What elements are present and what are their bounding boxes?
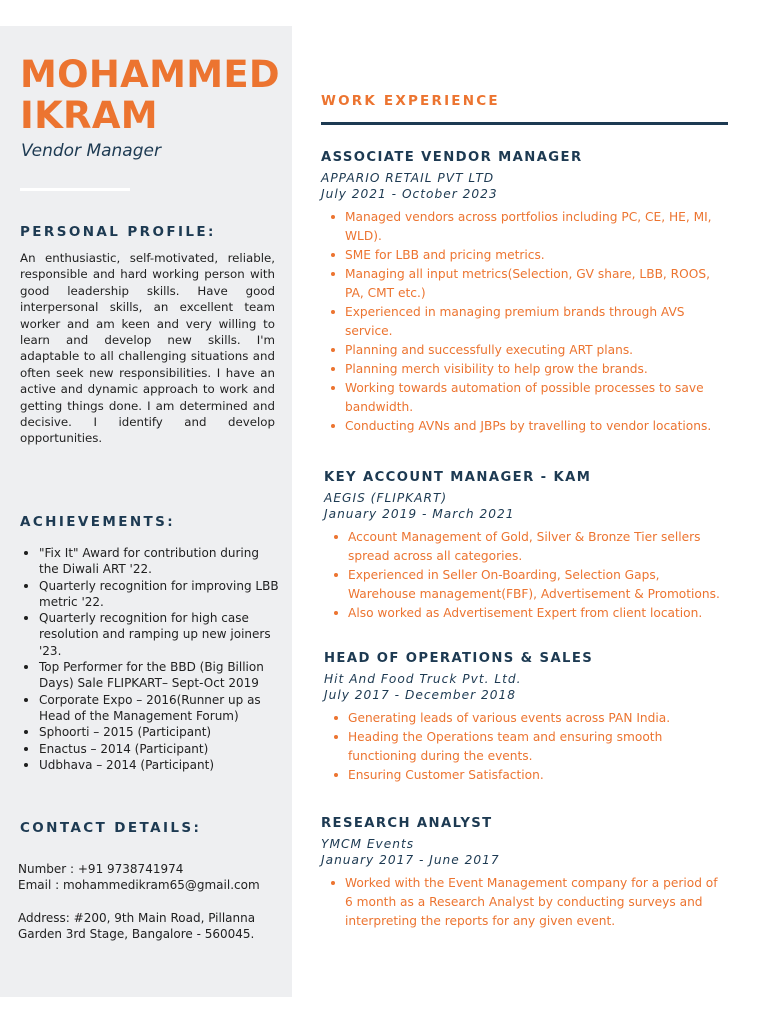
job-entry <box>324 651 744 785</box>
job-title: ASSOCIATE VENDOR MANAGER <box>321 150 583 165</box>
contact-heading: CONTACT DETAILS: <box>20 820 202 836</box>
postal-address: Address: #200, 9th Main Road, Pillanna Garden 3rd Stage, Bangalore - 560045. <box>18 910 256 942</box>
job-bullet: Experienced in managing premium brands through AVS service. <box>321 303 721 341</box>
first-name: MOHAMMED <box>20 53 280 96</box>
job-bullet: Worked with the Event Management company for a period of 6 month as a Research Analyst by conducting surveys and interpreting the reports for any given event. <box>321 874 721 931</box>
job-dates: July 2021 - October 2023 <box>321 187 498 201</box>
job-dates: July 2017 - December 2018 <box>324 688 517 702</box>
job-bullet: Also worked as Advertisement Expert from client location. <box>324 604 724 623</box>
job-bullets <box>321 874 741 931</box>
job-role: Vendor Manager <box>21 141 161 161</box>
job-bullet: Experienced in Seller On-Boarding, Selection Gaps, Warehouse management(FBF), Advertisement & Promotions. <box>324 566 724 604</box>
job-dates: January 2017 - June 2017 <box>321 853 500 867</box>
sidebar <box>0 26 292 997</box>
job-company: APPARIO RETAIL PVT LTD <box>321 171 495 185</box>
achievement-item: Quarterly recognition for improving LBB metric '22. <box>20 578 280 611</box>
job-bullet: Heading the Operations team and ensuring smooth functioning during the events. <box>324 728 724 766</box>
job-company: Hit And Food Truck Pvt. Ltd. <box>324 672 522 686</box>
email-address[interactable]: Email : mohammedikram65@gmail.com <box>18 878 260 893</box>
job-dates: January 2019 - March 2021 <box>324 507 515 521</box>
job-bullet: Generating leads of various events across PAN India. <box>324 709 724 728</box>
job-entry <box>321 150 741 436</box>
last-name: IKRAM <box>20 94 158 137</box>
job-bullets <box>324 528 744 623</box>
achievement-item: Sphoorti – 2015 (Participant) <box>20 724 280 740</box>
job-bullet: Ensuring Customer Satisfaction. <box>324 766 724 785</box>
candidate-name <box>20 54 292 136</box>
job-bullets <box>321 208 741 436</box>
contact-spacer <box>18 894 286 910</box>
job-entry <box>321 816 741 931</box>
achievement-item: Top Performer for the BBD (Big Billion Days) Sale FLIPKART– Sept-Oct 2019 <box>20 659 280 692</box>
job-title: HEAD OF OPERATIONS & SALES <box>324 651 594 666</box>
phone-number: Number : +91 9738741974 <box>18 862 184 876</box>
achievement-item: Quarterly recognition for high case resolution and ramping up new joiners '23. <box>20 610 280 659</box>
achievement-item: "Fix It" Award for contribution during the Diwali ART '22. <box>20 545 280 578</box>
job-title: KEY ACCOUNT MANAGER - KAM <box>324 470 592 485</box>
name-divider <box>20 188 130 191</box>
job-bullet: Planning and successfully executing ART plans. <box>321 341 721 360</box>
job-bullet: Account Management of Gold, Silver & Bronze Tier sellers spread across all categories. <box>324 528 724 566</box>
work-experience-heading: WORK EXPERIENCE <box>321 93 500 109</box>
job-company: YMCM Events <box>321 837 415 851</box>
job-bullet: Managed vendors across portfolios including PC, CE, HE, MI, WLD). <box>321 208 721 246</box>
achievement-item: Enactus – 2014 (Participant) <box>20 741 280 757</box>
job-bullet: Conducting AVNs and JBPs by travelling to vendor locations. <box>321 417 721 436</box>
achievements-list <box>20 545 280 773</box>
job-company: AEGIS (FLIPKART) <box>324 491 448 505</box>
job-bullet: SME for LBB and pricing metrics. <box>321 246 721 265</box>
job-entry <box>324 470 744 623</box>
job-bullets <box>324 709 744 785</box>
profile-text: An enthusiastic, self-motivated, reliable, responsible and hard working person with good leadership skills. Have good interpersonal skills, an excellent team worker and am keen and very willing to learn and develop new skills. I'm adaptable to all challenging situations and often seek new responsibilities. I have an active and dynamic approach to work and getting things done. I am determined and decisive. I identify and develop opportunities. <box>20 251 275 446</box>
contact-details <box>18 861 286 943</box>
work-experience-divider <box>321 122 728 125</box>
job-bullet: Managing all input metrics(Selection, GV share, LBB, ROOS, PA, CMT etc.) <box>321 265 721 303</box>
profile-heading: PERSONAL PROFILE: <box>20 224 216 240</box>
job-bullet: Planning merch visibility to help grow the brands. <box>321 360 721 379</box>
achievement-item: Udbhava – 2014 (Participant) <box>20 757 280 773</box>
job-bullet: Working towards automation of possible processes to save bandwidth. <box>321 379 721 417</box>
job-title: RESEARCH ANALYST <box>321 816 493 831</box>
achievements-heading: ACHIEVEMENTS: <box>20 514 176 530</box>
achievement-item: Corporate Expo – 2016(Runner up as Head of the Management Forum) <box>20 692 280 725</box>
